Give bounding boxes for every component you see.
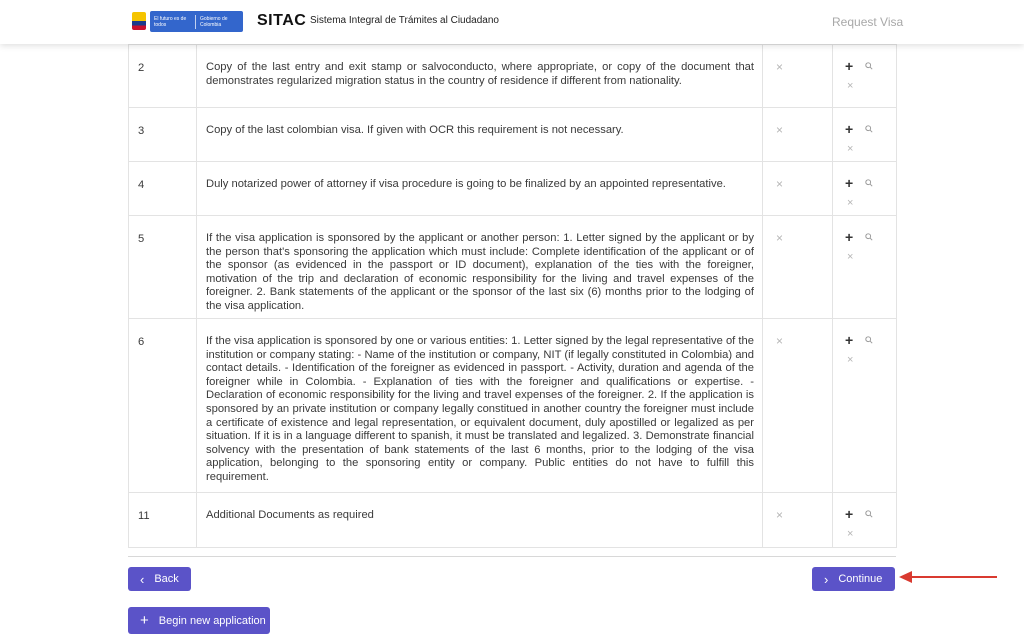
logo-divider bbox=[195, 15, 196, 29]
requirement-text: If the visa application is sponsored by the applicant or another person: 1. Letter signed by the applicant or by the person that's sponsoring the application which must include: Complete identification of the applicant or of the sponsor (as evidenced in the passport or ID document), explanation of the ties with the foreigner, motivation of the trip and declaration of economic responsibility for the living and travel expenses of the foreigner. 2. Bank statements of the applicant or the sponsor of the last six (6) months prior to the lodging of the visa application. bbox=[197, 216, 763, 319]
status-x-icon: × bbox=[776, 123, 784, 137]
add-file-icon[interactable]: + bbox=[845, 58, 854, 74]
table-row bbox=[129, 216, 897, 319]
add-file-icon[interactable]: + bbox=[845, 332, 854, 348]
requirement-text: Copy of the last colombian visa. If given with OCR this requirement is not necessary. bbox=[197, 108, 763, 162]
back-button[interactable] bbox=[128, 567, 191, 591]
add-file-icon[interactable]: + bbox=[845, 175, 854, 191]
search-icon[interactable] bbox=[865, 125, 873, 133]
remove-file-icon[interactable]: × bbox=[847, 353, 854, 366]
table-row bbox=[129, 162, 897, 216]
continue-button-label: Continue bbox=[838, 573, 883, 585]
requirement-text: Duly notarized power of attorney if visa procedure is going to be finalized by an appointed representative. bbox=[197, 162, 763, 216]
status-x-icon: × bbox=[776, 231, 784, 245]
remove-file-icon[interactable]: × bbox=[847, 250, 854, 263]
logo-text-right: Gobierno de Colombia bbox=[200, 15, 228, 28]
remove-file-icon[interactable]: × bbox=[847, 79, 854, 92]
remove-file-icon[interactable]: × bbox=[847, 142, 854, 155]
add-file-icon[interactable]: + bbox=[845, 506, 854, 522]
table-row bbox=[129, 108, 897, 162]
requirement-number: 5 bbox=[129, 216, 197, 319]
table-row bbox=[129, 493, 897, 548]
requirement-text: Copy of the last entry and exit stamp or salvoconducto, where appropriate, or copy of the document that demonstrates regularized migration status in the country of residence if different from nationality. bbox=[197, 45, 763, 108]
requirement-number: 4 bbox=[129, 162, 197, 216]
search-icon[interactable] bbox=[865, 62, 873, 70]
request-visa-link[interactable]: Request Visa bbox=[832, 15, 904, 29]
add-file-icon[interactable]: + bbox=[845, 229, 854, 245]
requirement-text: Additional Documents as required bbox=[197, 493, 763, 548]
add-file-icon[interactable]: + bbox=[845, 121, 854, 137]
colombia-flag-icon bbox=[132, 12, 146, 30]
chevron-right-icon: › bbox=[824, 571, 829, 587]
top-header bbox=[0, 0, 1024, 44]
plus-icon: + bbox=[140, 612, 149, 629]
table-row bbox=[129, 319, 897, 493]
section-divider bbox=[128, 556, 896, 557]
annotation-arrow-line bbox=[910, 576, 997, 578]
status-x-icon: × bbox=[776, 508, 784, 522]
search-icon[interactable] bbox=[865, 233, 873, 241]
search-icon[interactable] bbox=[865, 336, 873, 344]
requirements-table bbox=[128, 44, 896, 548]
begin-new-application-button[interactable] bbox=[128, 607, 270, 634]
back-button-label: Back bbox=[154, 573, 179, 585]
search-icon[interactable] bbox=[865, 179, 873, 187]
continue-button[interactable] bbox=[812, 567, 895, 591]
status-x-icon: × bbox=[776, 177, 784, 191]
brand-name: SITAC bbox=[257, 12, 307, 29]
requirement-number: 2 bbox=[129, 45, 197, 108]
requirement-number: 3 bbox=[129, 108, 197, 162]
government-logo[interactable] bbox=[150, 11, 243, 32]
requirement-number: 11 bbox=[129, 493, 197, 548]
status-x-icon: × bbox=[776, 334, 784, 348]
remove-file-icon[interactable]: × bbox=[847, 196, 854, 209]
status-x-icon: × bbox=[776, 60, 784, 74]
brand-subtitle: Sistema Integral de Trámites al Ciudadano bbox=[310, 15, 499, 26]
chevron-left-icon: ‹ bbox=[140, 571, 145, 587]
search-icon[interactable] bbox=[865, 510, 873, 518]
table-row bbox=[129, 45, 897, 108]
requirement-number: 6 bbox=[129, 319, 197, 493]
requirement-text: If the visa application is sponsored by one or various entities: 1. Letter signed by the legal representative of the institution or company stating: - Name of the institution or company, NIT (if legally constituted in Colombia) and contact details. - Identification of the foreigner as evidenced in passport. - Activity, duration and agenda of the foreigner while in Colombia. - Explanation of ties with the foreigner and qualifications or expertise. - Declaration of economic responsibility for the living and travel expenses of the foreigner. 2. If the application is sponsored by an private institution or company legally constitued in another country the foreigner must include a certificate of existence and legal representation, or equivalent document, duly apostilled or legalized as per situation. If it is in a language different to spanish, it must be translated and legalized. 3. Demonstrate financial solvency with the presentation of bank statements of the last 6 months, prior to the lodging of the visa application, belonging to the sponsoring entity or company. Public entities do not have to fulfill this requirement. bbox=[197, 319, 763, 493]
logo-text-left: El futuro es de todos bbox=[154, 15, 187, 28]
begin-new-application-label: Begin new application bbox=[158, 614, 266, 627]
remove-file-icon[interactable]: × bbox=[847, 527, 854, 540]
